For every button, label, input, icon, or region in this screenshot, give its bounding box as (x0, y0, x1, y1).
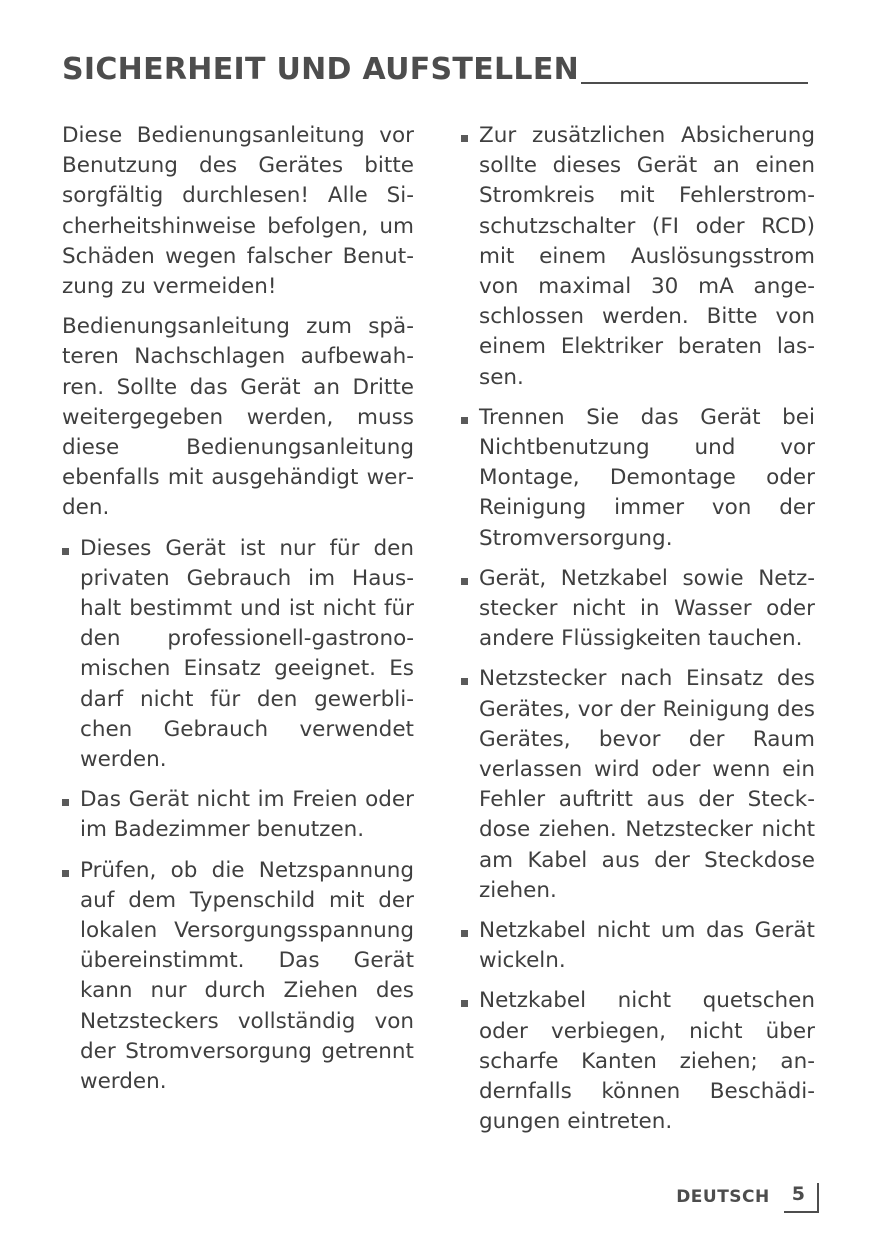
list-item (461, 986, 815, 1137)
footer-language: DEUTSCH (676, 1187, 770, 1207)
list-item-text: Prüfen, ob die Netzspannung auf dem Typenschild mit der lokalen Versorgungsspannung übereinstimmt. Das Gerät kann nur durch Ziehen des Netzsteckers vollständig von der Stromversorgung getrennt werden. (80, 857, 414, 1095)
list-item-text: Dieses Gerät ist nur für den privaten Gebrauch im Haushalt bestimmt und ist nicht für den professionell-gastronomischen Einsatz geeignet. Es darf nicht für den gewerblichen Gebrauch verwendet werden. (80, 535, 414, 773)
list-item (461, 121, 815, 393)
list-item-text: Gerät, Netzkabel sowie Netzstecker nicht in Wasser oder andere Flüssigkeiten tauchen. (479, 565, 815, 652)
list-item-text: Trennen Sie das Gerät bei Nichtbenutzung und vor Montage, Demontage oder Reinigung immer von der Stromversorgung. (479, 404, 815, 551)
heading-rule (581, 82, 808, 84)
list-item-text: Netzkabel nicht quetschen oder verbiegen, nicht über scharfe Kanten ziehen; andernfalls können Beschädigungen eintreten. (479, 988, 815, 1135)
list-item-text: Das Gerät nicht im Freien oder im Badezimmer benutzen. (80, 787, 414, 843)
list-item-text: Zur zusätzlichen Absicherung sollte dieses Gerät an einen Stromkreis mit Fehlerstromschutzschalter (FI oder RCD) mit einem Auslösungsstrom von maximal 30 mA angeschlossen werden. Bitte von einem Elektriker beraten lassen. (479, 123, 815, 390)
bullet-square-icon (461, 578, 468, 585)
bullet-square-icon (461, 930, 468, 937)
list-item (461, 564, 815, 655)
left-column (62, 121, 414, 1107)
right-column (461, 121, 815, 1148)
bullet-square-icon (461, 1000, 468, 1007)
bullet-square-icon (461, 135, 468, 142)
page-footer (676, 1175, 819, 1213)
page-number: 5 (784, 1183, 819, 1213)
bullet-square-icon (62, 548, 69, 555)
page-title: SICHERHEIT UND AUFSTELLEN (62, 52, 580, 87)
bullet-square-icon (461, 417, 468, 424)
list-item-text: Netzstecker nach Einsatz des Gerätes, vor der Reinigung des Gerätes, bevor der Raum verlassen wird oder wenn ein Fehler auftritt aus der Steckdose ziehen. Netzstecker nicht am Kabel aus der Steckdose ziehen. (479, 666, 815, 903)
bullet-square-icon (62, 799, 69, 806)
intro-paragraph: Diese Bedienungsanleitung vor Benutzung des Gerätes bitte sorgfältig durchlesen! Alle Sicherheitshinweise befolgen, um Schäden wegen falscher Benutzung zu vermeiden! (62, 123, 414, 300)
list-item (461, 916, 815, 976)
bullet-square-icon (62, 870, 69, 877)
page-heading (62, 48, 808, 88)
list-item-text: Netzkabel nicht um das Gerät wickeln. (479, 918, 815, 974)
left-bullet-list (62, 534, 414, 1098)
list-item (62, 856, 414, 1098)
right-bullet-list (461, 121, 815, 1138)
keep-manual-paragraph: Bedienungsanleitung zum späteren Nachschlagen aufbewahren. Sollte das Gerät an Dritte weitergegeben werden, muss diese Bedienungsanleitung ebenfalls mit ausgehändigt werden. (62, 314, 414, 521)
list-item (62, 534, 414, 776)
bullet-square-icon (461, 678, 468, 685)
list-item (461, 664, 815, 906)
list-item (62, 785, 414, 845)
list-item (461, 403, 815, 554)
